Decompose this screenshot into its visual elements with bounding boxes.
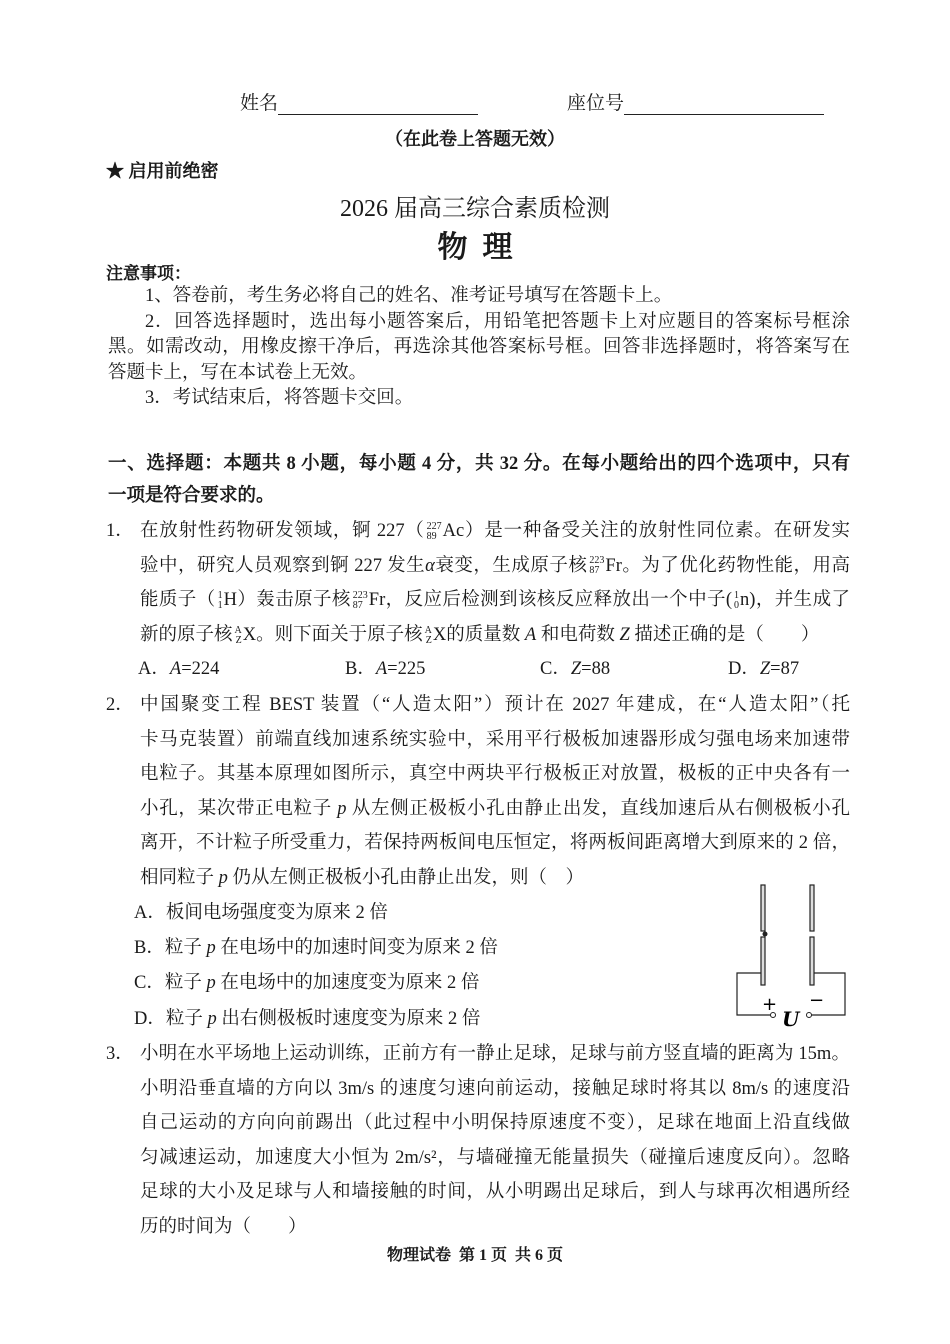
text: 黑。如需改动，用橡皮擦干净后，再选涂其他答案标号框。回答非选择题时，将答案写在: [108, 337, 850, 357]
text: C．: [540, 659, 571, 680]
voltage-label: U: [782, 1007, 800, 1030]
italic-symbol: A: [375, 659, 388, 680]
question-number: 3．: [106, 1044, 134, 1064]
section-heading-line: [108, 484, 275, 508]
italic-symbol: α: [425, 555, 435, 576]
secret-label: ★ 启用前绝密: [106, 161, 219, 181]
question-line: [140, 866, 584, 890]
text: 答题卡上，写在本试卷上无效。: [108, 362, 368, 383]
text: 。为了优化药物性能，用高: [621, 555, 850, 576]
italic-symbol: p: [206, 973, 216, 994]
notes-heading: 注意事项：: [106, 264, 191, 283]
italic-symbol: Z: [619, 624, 630, 645]
italic-symbol: Z: [759, 659, 771, 680]
notice-line: [145, 284, 672, 308]
question-line: [140, 519, 850, 543]
text: 中国聚变工程 BEST 装置（“人造太阳”）预计在 2027 年建成，在“人造太阳”（托: [140, 695, 850, 715]
right-plate-top: [810, 885, 814, 931]
question-line: [140, 588, 850, 612]
section-heading-line: [108, 452, 850, 476]
option-b: [134, 936, 498, 960]
question-line: [140, 1180, 850, 1204]
text: B．粒子: [134, 937, 207, 958]
italic-symbol: p: [218, 868, 228, 888]
nuclide: 227 89 Ac: [426, 520, 465, 542]
question-line: [140, 1077, 850, 1101]
seat-field[interactable]: [567, 88, 824, 115]
name-blank[interactable]: [278, 94, 478, 115]
text: C．粒子: [134, 973, 207, 994]
seat-label: 座位号: [567, 93, 625, 114]
italic-symbol: p: [337, 798, 347, 819]
text: 在放射性药物研发领域，锕 227（: [140, 521, 425, 541]
question-line: [140, 762, 850, 786]
left-plate-top: [761, 885, 765, 931]
italic-symbol: p: [207, 1008, 217, 1029]
question-line: [140, 1215, 307, 1239]
text: 匀减速运动，加速度大小恒为 2m/s²，与墙碰撞无能量损失（碰撞后速度反向）。忽略: [140, 1147, 850, 1168]
text: 和电荷数: [536, 624, 620, 645]
nuclide: 223 87 Fr: [352, 589, 386, 611]
question-line: [140, 831, 850, 855]
text: =225: [387, 659, 426, 680]
question-line: [140, 693, 850, 717]
option-d: [134, 1007, 480, 1031]
option-b: [345, 657, 425, 681]
text: B．: [345, 659, 376, 680]
text: =88: [581, 659, 611, 680]
italic-symbol: A: [524, 624, 537, 645]
italic-symbol: p: [206, 937, 216, 958]
right-plate-bottom: [810, 937, 814, 985]
text: 小明在水平场地上运动训练，正前方有一静止足球，足球与前方竖直墙的距离为 15m。: [140, 1044, 850, 1064]
question-line: [140, 797, 850, 821]
text: 2．回答选择题时，选出每小题答案后，用铅笔把答题卡上对应题目的答案标号框涂: [145, 311, 850, 332]
particle-p: [763, 932, 768, 937]
text: 相同粒子: [140, 868, 219, 888]
terminal-minus: [807, 1013, 812, 1018]
italic-symbol: Z: [570, 659, 582, 680]
text: 卡马克装置）前端直线加速系统实验中，采用平行极板加速器形成匀强电场来加速带: [140, 729, 850, 750]
text: 能质子（: [140, 590, 216, 611]
parallel-plates-figure: [730, 880, 880, 1030]
text: 衰变，生成原子核: [434, 555, 588, 576]
text: 电粒子。其基本原理如图所示，真空中两块平行极板正对放置，极板的正中央各有一: [140, 764, 850, 785]
text: 新的原子核: [140, 624, 233, 645]
page-footer: 物理试卷 第 1 页 共 6 页: [386, 1247, 563, 1264]
text: 离开，不计粒子所受重力，若保持两板间电压恒定，将两板间距离增大到原来的 2 倍，: [140, 833, 850, 854]
nuclide: 1 1 H: [217, 589, 237, 611]
text: 出右侧极板时速度变为原来 2 倍: [216, 1008, 481, 1029]
text: 小明沿垂直墙的方向以 3m/s 的速度匀速向前运动，接触足球时将其以 8m/s 的速度沿: [140, 1078, 850, 1099]
name-field[interactable]: [240, 88, 478, 115]
text: 足球的大小及足球与人和墙接触的时间，从小明踢出足球后，到人与球再次相遇所经: [140, 1182, 850, 1203]
minus-sign: −: [809, 990, 825, 1011]
question-line: [140, 623, 819, 647]
text: )，并生成了: [749, 590, 850, 611]
text: 1、答卷前，考生务必将自己的姓名、准考证号填写在答题卡上。: [145, 286, 673, 306]
text: A．: [138, 659, 170, 680]
subject-title: 物 理: [437, 231, 513, 264]
name-label: 姓名: [240, 93, 279, 114]
nuclide: 1 0 n: [734, 589, 750, 611]
question-line: [140, 1146, 850, 1170]
question-number: 1．: [106, 521, 134, 541]
text: D．: [728, 659, 760, 680]
italic-symbol: A: [169, 659, 182, 680]
notice-line: [145, 386, 413, 410]
text: D．粒子: [134, 1008, 208, 1029]
text: 在电场中的加速时间变为原来 2 倍: [215, 937, 498, 958]
left-plate-bottom: [761, 937, 765, 985]
nuclide: 223 87 Fr: [589, 555, 622, 577]
option-a: [134, 901, 388, 925]
notice-line: [108, 361, 367, 385]
nuclide: A Z X: [424, 624, 447, 646]
notice-line: [108, 335, 850, 359]
text: 仍从左侧正极板小孔由静止出发，则（ ）: [227, 868, 585, 888]
question-line: [140, 728, 850, 752]
notice-line: [145, 310, 850, 334]
text: 的质量数: [446, 624, 525, 645]
seat-blank[interactable]: [624, 94, 824, 115]
plus-sign: +: [762, 994, 778, 1015]
option-c: [134, 971, 479, 995]
text: ，反应后检测到该核反应释放出一个中子(: [385, 590, 733, 611]
text: =87: [770, 659, 800, 680]
text: 验中，研究人员观察到锕 227 发生: [140, 555, 426, 576]
text: 在电场中的加速度变为原来 2 倍: [215, 973, 480, 994]
text: 从左侧正极板小孔由静止出发，直线加速后从右侧极板小孔: [346, 798, 850, 819]
text: ）是一种备受关注的放射性同位素。在研发实: [464, 521, 850, 541]
text: 一项是符合要求的。: [108, 486, 275, 506]
nuclide: A Z X: [234, 624, 257, 646]
text: 小孔，某次带正电粒子: [140, 798, 338, 819]
text: A．板间电场强度变为原来 2 倍: [134, 902, 388, 923]
text: 描述正确的是（ ）: [629, 624, 820, 645]
question-number: 2．: [106, 695, 134, 715]
exam-title: 2026 届高三综合素质检测: [340, 196, 610, 222]
text: =224: [181, 659, 220, 680]
invalid-note: （在此卷上答题无效）: [385, 129, 565, 149]
question-line: [140, 1042, 850, 1066]
text: 3．考试结束后，将答题卡交回。: [145, 388, 414, 408]
text: 历的时间为（ ）: [140, 1217, 307, 1237]
text: 。则下面关于原子核: [256, 624, 423, 645]
option-d: [728, 657, 799, 681]
option-c: [540, 657, 610, 681]
text: 自己运动的方向向前踢出（此过程中小明保持原速度不变），足球在地面上沿直线做: [140, 1113, 850, 1134]
question-line: [140, 554, 850, 578]
option-a: [138, 657, 219, 681]
text: 一、选择题：本题共 8 小题，每小题 4 分，共 32 分。在每小题给出的四个选项中，只有: [108, 454, 850, 474]
text: ）轰击原子核: [236, 590, 351, 611]
question-line: [140, 1111, 850, 1135]
